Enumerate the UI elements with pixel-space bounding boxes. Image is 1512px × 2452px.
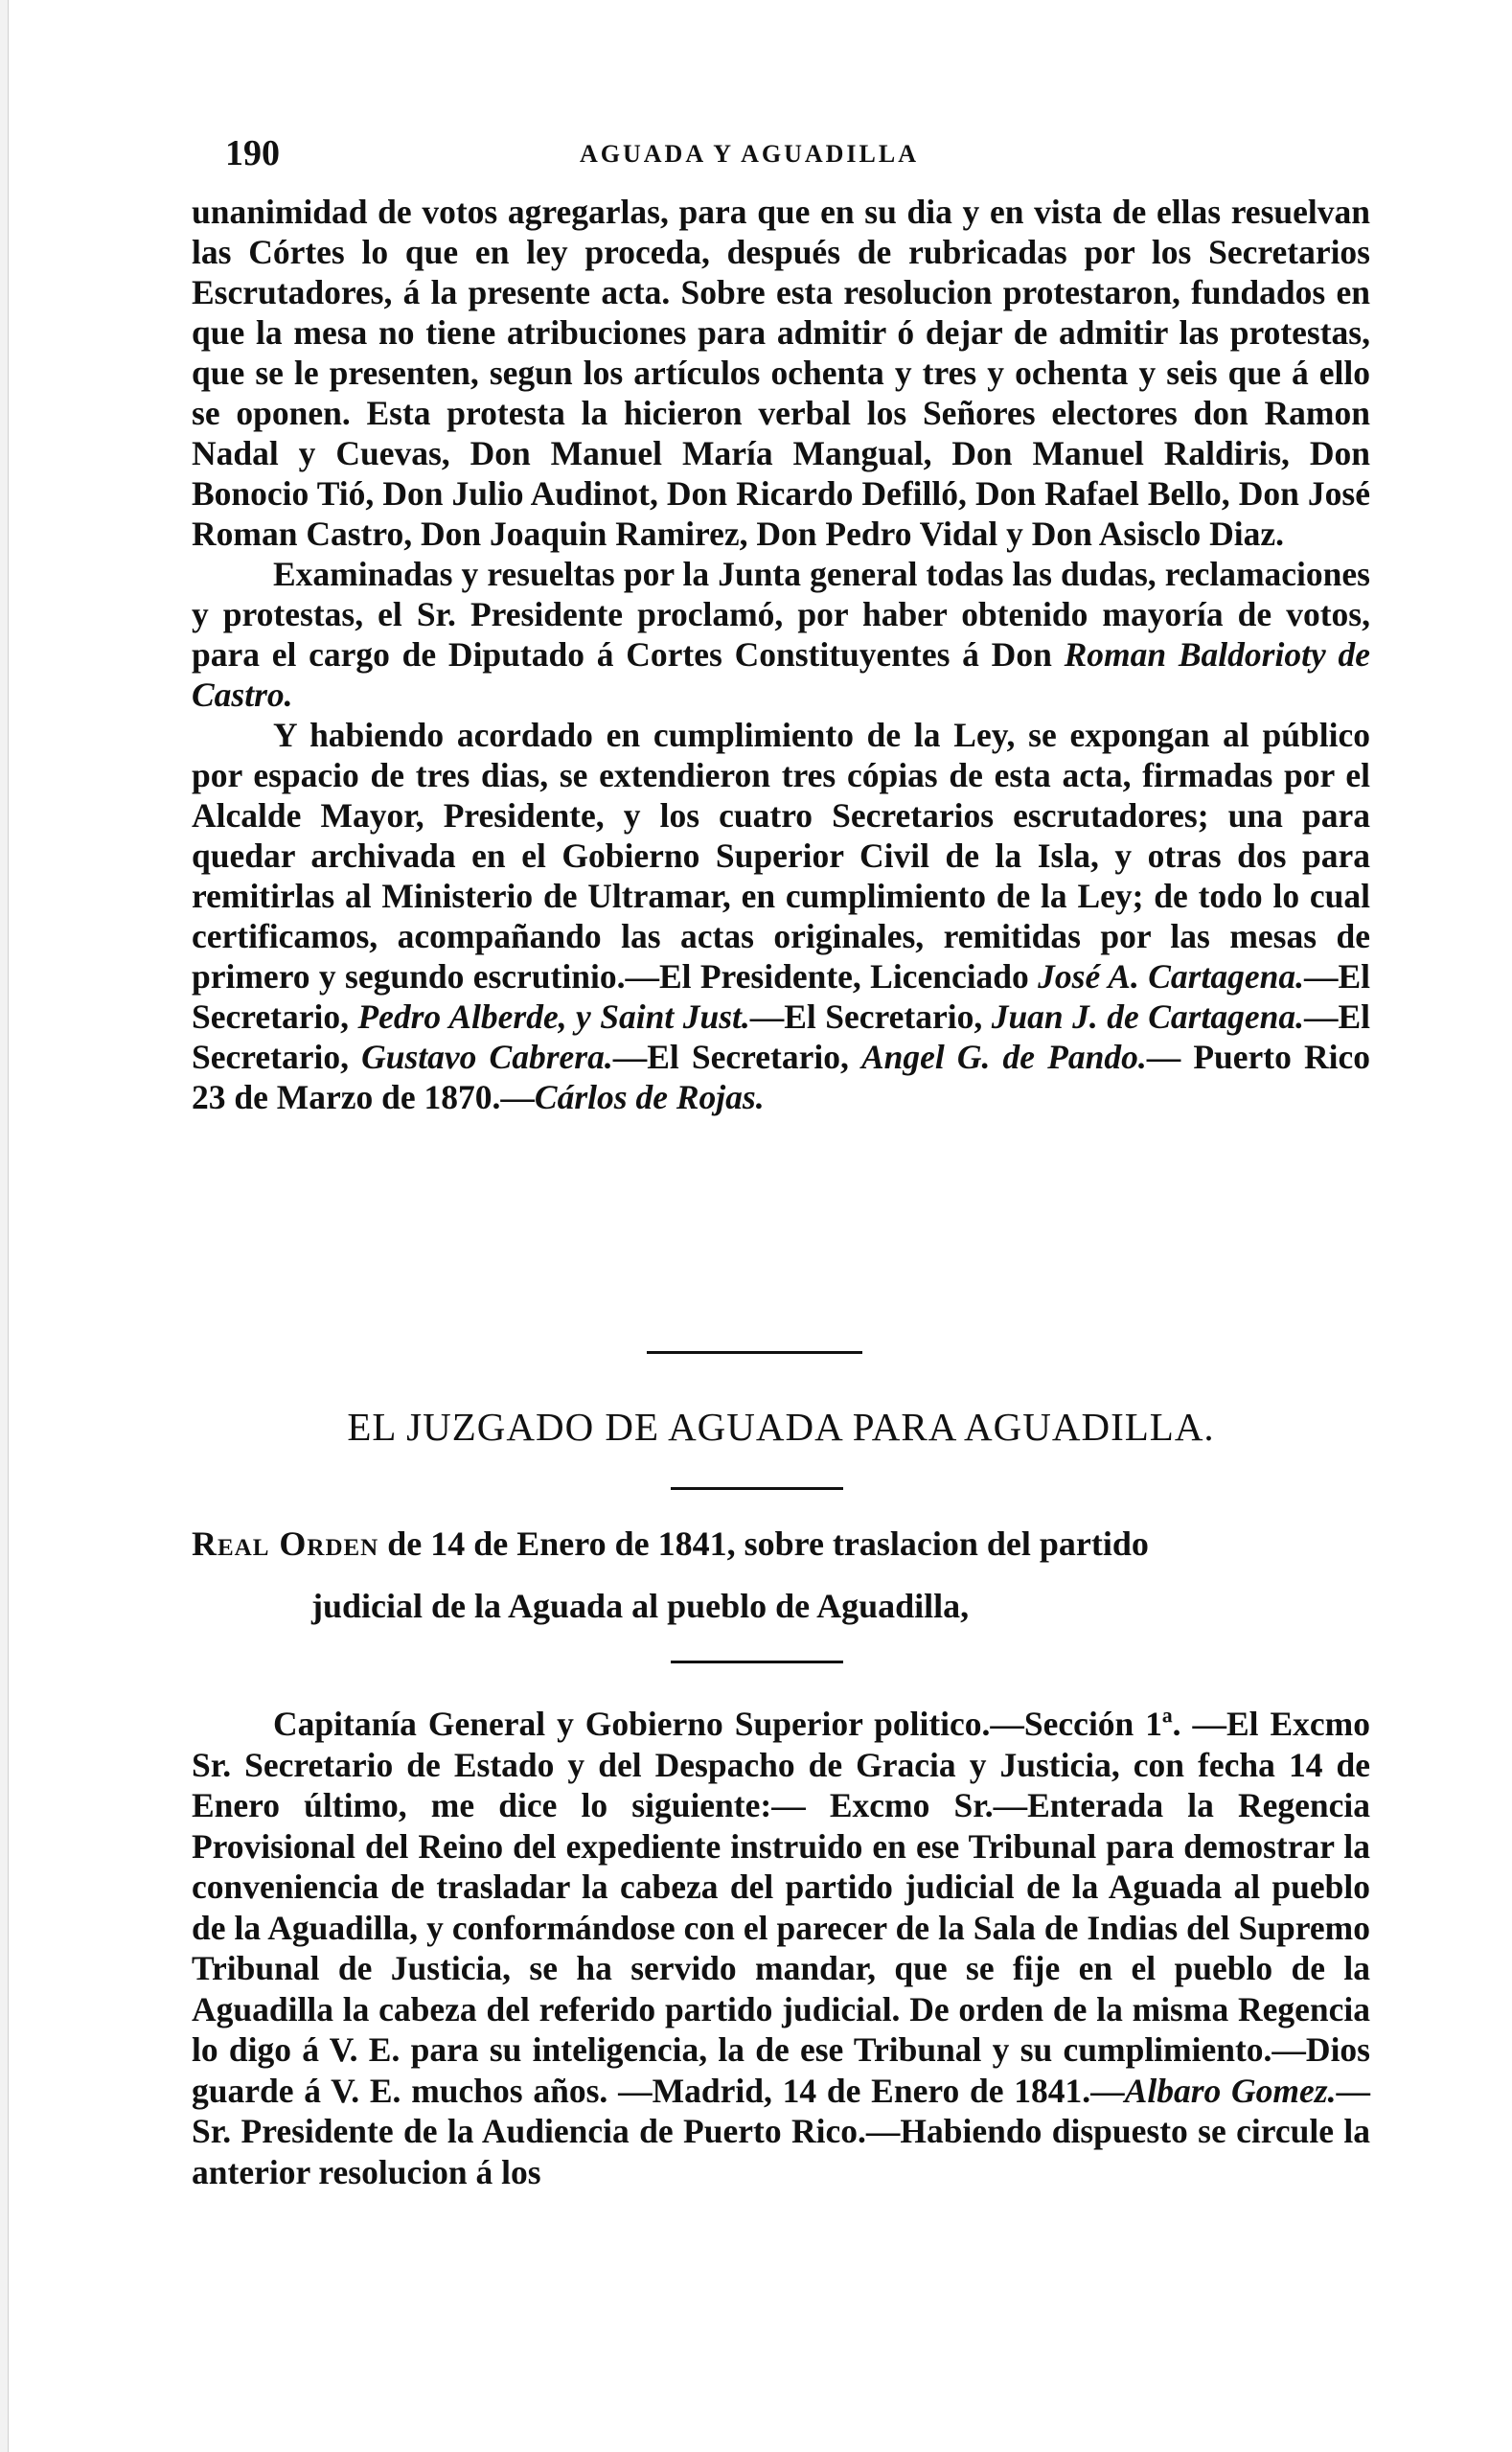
divider-rule-2 xyxy=(671,1487,843,1490)
paragraph-3-sep-2: —El Secretario, xyxy=(749,997,992,1036)
paragraph-1 xyxy=(192,192,1370,554)
real-orden-heading xyxy=(192,1524,1370,1626)
paragraph-4-text: Capitanía General y Gobierno Superior politico.—Sección 1ª. —El Excmo Sr. Secretario de Estado y del Despacho de Gracia y Justicia, con fecha 14 de Enero último, me dice lo siguiente:— Excmo Sr.—Enterada la Regencia Provisional del Reino del expediente instruido en ese Tribunal para demostrar la conveniencia de trasladar la cabeza del partido judicial de la Aguada al pueblo de la Aguadilla, y conformándose con el parecer de la Sala de Indias del Supremo Tribunal de Justicia, se ha servido mandar, que se fije en el pueblo de la Aguadilla la cabeza del referido partido judicial. De orden de la misma Regencia lo digo á V. E. para su inteligencia, la de ese Tribunal y su cumplimiento.—Dios guarde á V. E. muchos años. —Madrid, 14 de Enero de 1841.— xyxy=(192,1705,1370,2110)
signatory-2: Pedro Alberde, y Saint Just. xyxy=(357,997,750,1036)
running-head: AGUADA Y AGUADILLA xyxy=(580,140,919,168)
signatory-6: Cárlos de Rojas. xyxy=(534,1078,765,1116)
divider-rule-3 xyxy=(671,1661,843,1663)
deputy-name: Roman Baldorioty de Castro. xyxy=(192,635,1370,714)
paragraph-3 xyxy=(192,715,1370,1117)
body-text xyxy=(192,192,1370,1117)
paragraph-4 xyxy=(192,1704,1370,2192)
real-orden-line-2: judicial de la Aguada al pueblo de Aguadilla, xyxy=(311,1587,970,1625)
real-orden-label: Real Orden xyxy=(192,1524,379,1563)
page-edge xyxy=(0,0,9,2452)
paragraph-3-sep-4: —El Secretario, xyxy=(612,1038,861,1076)
divider-rule-1 xyxy=(647,1351,862,1354)
paragraph-3-text: Y habiendo acordado en cumplimiento de la Ley, se expongan al público por espacio de tres dias, se extendieron tres cópias de esta acta, firmadas por el Alcalde Mayor, Presidente, y los cuatro Secretarios escrutadores; una para quedar archivada en el Gobierno Superior Civil de la Isla, y otras dos para remitirlas al Ministerio de Ultramar, en cumplimiento de la Ley; de todo lo cual certificamos, acompañando las actas originales, remitidas por las mesas de primero y segundo escrutinio.—El Presidente, Licenciado xyxy=(192,716,1370,996)
real-orden-line-1-text: de 14 de Enero de 1841, sobre traslacion del partido xyxy=(378,1524,1149,1563)
paragraph-2 xyxy=(192,554,1370,715)
paragraph-3-sep-1: —El Secretario, xyxy=(192,957,1370,1036)
signatory-3: Juan J. de Cartagena. xyxy=(991,997,1304,1036)
signatory-1: José A. Cartagena. xyxy=(1038,957,1304,996)
real-orden-line-1 xyxy=(192,1524,1370,1564)
section-title: EL JUZGADO DE AGUADA PARA AGUADILLA. xyxy=(347,1405,1215,1449)
paragraph-2-text: Examinadas y resueltas por la Junta general todas las dudas, reclamaciones y protestas, el Sr. Presidente proclamó, por haber obtenido mayoría de votos, para el cargo de Diputado á Cortes Constituyentes á Don xyxy=(192,555,1370,674)
decree-text xyxy=(192,1704,1370,2192)
paragraph-3-sep-3: —El Secretario, xyxy=(192,997,1370,1076)
paragraph-1-text: unanimidad de votos agregarlas, para que en su dia y en vista de ellas resuelvan las Córtes lo que en ley proceda, después de rubricadas por los Secretarios Escrutadores, á la presente acta. Sobre esta resolucion protestaron, fundados en que la mesa no tiene atribuciones para admitir ó dejar de admitir las protestas, que se le presenten, segun los artículos ochenta y tres y ochenta y seis que á ello se oponen. Esta protesta la hicieron verbal los Señores electores don Ramon Nadal y Cuevas, Don Manuel María Mangual, Don Manuel Raldiris, Don Bonocio Tió, Don Julio Audinot, Don Ricardo Defilló, Don Rafael Bello, Don José Roman Castro, Don Joaquin Ramirez, Don Pedro Vidal y Don Asisclo Diaz. xyxy=(192,193,1370,553)
paragraph-3-date: — Puerto Rico 23 de Marzo de 1870.— xyxy=(192,1038,1370,1116)
signatory-gomez: Albaro Gomez. xyxy=(1124,2071,1337,2110)
paragraph-4-end: —Sr. Presidente de la Audiencia de Puerto Rico.—Habiendo dispuesto se circule la anterior resolucion á los xyxy=(192,2071,1370,2191)
page-number: 190 xyxy=(225,133,280,173)
signatory-4: Gustavo Cabrera. xyxy=(361,1038,613,1076)
page-header xyxy=(225,132,1375,180)
signatory-5: Angel G. de Pando. xyxy=(860,1038,1147,1076)
